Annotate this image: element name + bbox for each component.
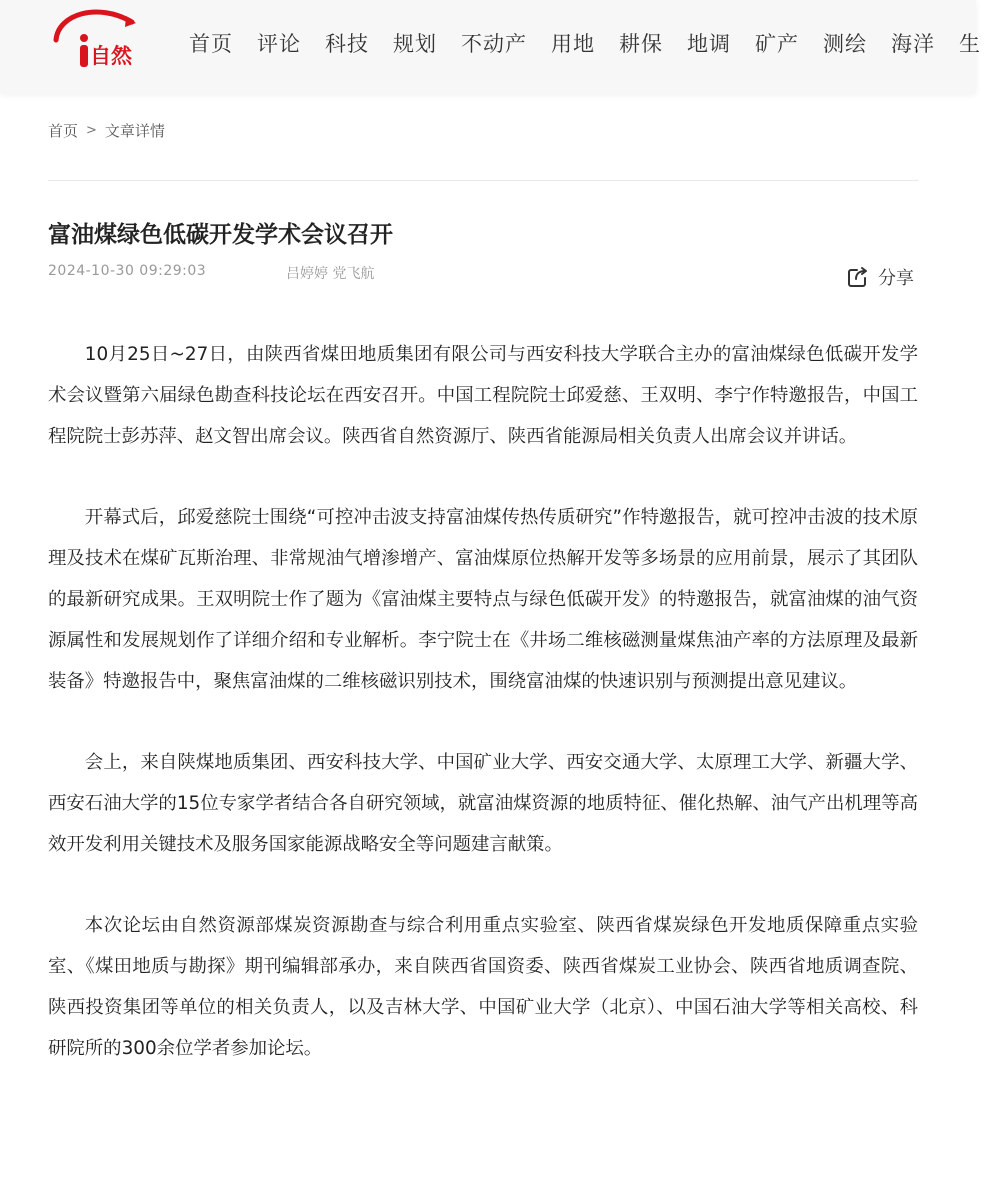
- nav-item-surveying[interactable]: 测绘: [823, 32, 867, 56]
- nav-item-mineral[interactable]: 矿产: [755, 32, 799, 56]
- article-authors: 吕婷婷 党飞航: [286, 266, 375, 282]
- breadcrumb-separator: >: [86, 123, 97, 138]
- nav-item-planning[interactable]: 规划: [393, 32, 437, 56]
- nav-item-ocean[interactable]: 海洋: [891, 32, 935, 56]
- article-paragraph: 10月25日~27日，由陕西省煤田地质集团有限公司与西安科技大学联合主办的富油煤绿色低碳开发学术会议暨第六届绿色勘查科技论坛在西安召开。中国工程院院士邱爱慈、王双明、李宁作特邀报告，中国工程院院士彭苏萍、赵文智出席会议。陕西省自然资源厅、陕西省能源局相关负责人出席会议并讲话。: [48, 344, 918, 447]
- header-divider: [48, 180, 918, 181]
- nav-item-ecology[interactable]: 生: [959, 32, 981, 56]
- article-paragraph: 本次论坛由自然资源部煤炭资源勘查与综合利用重点实验室、陕西省煤炭绿色开发地质保障重点实验室、《煤田地质与勘探》期刊编辑部承办，来自陕西省国资委、陕西省煤炭工业协会、陕西省地质调查院、陕西投资集团等单位的相关负责人，以及吉林大学、中国矿业大学（北京）、中国石油大学等相关高校、科研院所的300余位学者参加论坛。: [48, 915, 918, 1059]
- svg-text:自然: 自然: [90, 44, 132, 68]
- article-paragraph: 开幕式后，邱爱慈院士围绕“可控冲击波支持富油煤传热传质研究”作特邀报告，就可控冲击波的技术原理及技术在煤矿瓦斯治理、非常规油气增渗增产、富油煤原位热解开发等多场景的应用前景，展示了其团队的最新研究成果。王双明院士作了题为《富油煤主要特点与绿色低碳开发》的特邀报告，就富油煤的油气资源属性和发展规划作了详细介绍和专业解析。李宁院士在《井场二维核磁测量煤焦油产率的方法原理及最新装备》特邀报告中，聚焦富油煤的二维核磁识别技术，围绕富油煤的快速识别与预测提出意见建议。: [48, 507, 918, 692]
- breadcrumb: [48, 120, 165, 141]
- nav-item-comment[interactable]: 评论: [257, 32, 301, 56]
- breadcrumb-current: 文章详情: [104, 122, 165, 140]
- article-paragraph: 会上，来自陕煤地质集团、西安科技大学、中国矿业大学、西安交通大学、太原理工大学、新疆大学、西安石油大学的15位专家学者结合各自研究领域，就富油煤资源的地质特征、催化热解、油气产出机理等高效开发利用关键技术及服务国家能源战略安全等问题建言献策。: [48, 752, 918, 855]
- article-body: [48, 334, 918, 1109]
- share-label: 分享: [878, 268, 914, 289]
- share-button[interactable]: [846, 264, 914, 290]
- site-logo[interactable]: [48, 4, 144, 76]
- article-title: 富油煤绿色低碳开发学术会议召开: [48, 222, 393, 248]
- main-nav: [189, 30, 1005, 58]
- nav-item-home[interactable]: 首页: [189, 32, 233, 56]
- share-icon: [846, 265, 870, 289]
- nav-item-farmland[interactable]: 耕保: [619, 32, 663, 56]
- nav-item-geo-survey[interactable]: 地调: [687, 32, 731, 56]
- publish-date: 2024-10-30 09:29:03: [48, 263, 207, 279]
- breadcrumb-home-link[interactable]: 首页: [48, 122, 79, 140]
- nav-item-real-estate[interactable]: 不动产: [461, 32, 527, 56]
- nav-item-technology[interactable]: 科技: [325, 32, 369, 56]
- nav-item-land-use[interactable]: 用地: [551, 32, 595, 56]
- top-navigation-bar: [0, 0, 981, 93]
